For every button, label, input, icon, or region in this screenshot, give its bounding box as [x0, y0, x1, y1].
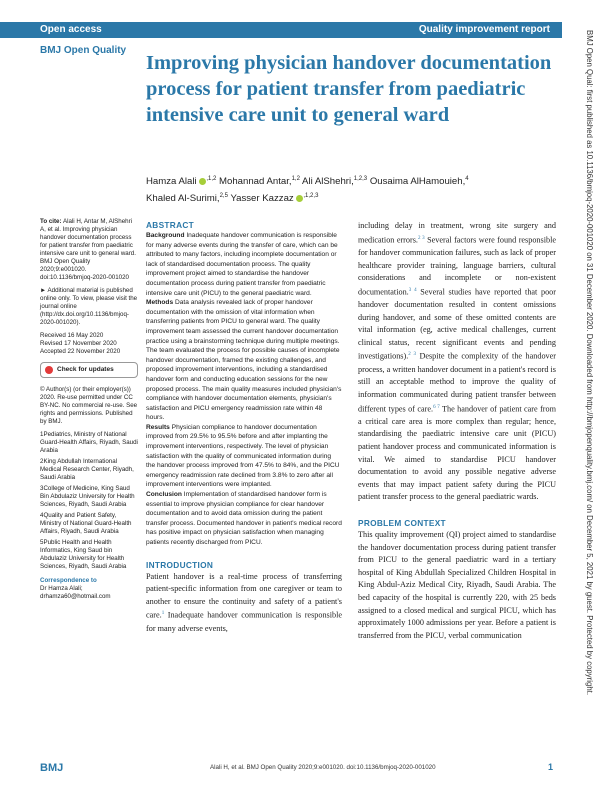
body-text: Several factors were found responsible for handover communication failures, such as lack of proper healthcare provider training, language barriers, cultural considerations and incomplete or non-existent documentation.	[358, 235, 556, 297]
accepted-date: Accepted 22 November 2020	[40, 348, 121, 355]
author-line-1	[146, 172, 556, 189]
author-name[interactable]: Ali AlShehri,	[302, 176, 354, 188]
abstract-background: Inadequate handover communication is responsible for many adverse events during the transfer of care, which can be attributed to many factors, including incomplete documentation or lack of standardised documentation process. The quality improvement project aimed to standardise the handover documentation process during patient transfer from paediatric intensive care unit (PICU) to the general paediatric ward.	[146, 232, 338, 297]
correspondence-heading: Correspondence to	[40, 577, 97, 584]
received-date: Received 16 May 2020	[40, 332, 104, 339]
affiliation-item: 1Pediatrics, Ministry of National Guard-Health Affairs, Riyadh, Saudi Arabia	[40, 431, 138, 454]
reference-link[interactable]: 2 3	[408, 352, 416, 358]
journal-name[interactable]: BMJ Open Quality	[40, 45, 127, 56]
crossmark-icon	[45, 366, 53, 374]
intro-text: Patient handover is a real-time process of transferring patient-specific information from one caregiver or team to another to ensure the continuity and safety of a patient's care.	[146, 571, 342, 621]
header-bar	[0, 22, 562, 38]
check-for-updates-button[interactable]	[40, 362, 138, 378]
right-column	[358, 220, 556, 642]
body-text: Despite the complexity of the handover process, a written handover document in a patient's record is still an acceptable method to improve the quality of information communicated during patient transfer between different types of care.	[358, 352, 556, 414]
affiliation-item: 3College of Medicine, King Saud Bin Abdulaziz University for Health Sciences, Riyadh, Saudi Arabia	[40, 485, 135, 508]
reference-link[interactable]: 1	[161, 611, 165, 617]
article-title: Improving physician handover documentation process for patient transfer from paediatric intensive care unit to general ward	[146, 52, 552, 126]
body-text: The handover of patient care from a critical care area is more complex than regular; hence, standardising the paediatric intensive care unit (PICU) patient handover process and communicated information is vital. We aimed to standardise PICU handover documentation to avoid any possible negative adverse events that may impact patient safety during the PICU patient transfer process to the general paediatric wards.	[358, 404, 556, 502]
additional-material[interactable]: ► Additional material is published online only. To view, please visit the journal online (http://dx.doi.org/10.1136/bmjoq-2020-001020).	[40, 287, 138, 326]
affiliation-item: 5Public Health and Health Informatics, King Saud bin Abdulaziz University for Health Sciences, Riyadh, Saudi Arabia	[40, 539, 127, 570]
affiliation-list	[40, 431, 138, 571]
author-affil-ref: 1,2,3	[353, 176, 368, 182]
affiliation-item: 2King Abdullah International Medical Research Center, Riyadh, Saudi Arabia	[40, 458, 134, 481]
author-name[interactable]: Khaled Al-Surimi,	[146, 193, 220, 205]
revised-date: Revised 17 November 2020	[40, 340, 117, 347]
footer-citation: Alali H, et al. BMJ Open Quality 2020;9:e001020. doi:10.1136/bmjoq-2020-001020	[210, 764, 436, 771]
intro-continued	[358, 220, 556, 504]
abstract-body	[146, 231, 342, 548]
abstract-label: Methods	[146, 299, 174, 307]
cite-label: To cite:	[40, 218, 62, 225]
author-affil-ref: 2,5	[219, 193, 228, 200]
abstract-conclusion: Implementation of standardised handover form is essential to improve physician compliance for clear handover documentation and to avoid data omission during the patient transfer process. Documented handover in patient's medical record has positive impact on physician satisfaction when managing patients recently discharged from PICU.	[146, 491, 342, 546]
cite-text: Alali H, Antar M, AlShehri A, et al. Improving physician handover documentation process for patient transfer from paediatric intensive care unit to general ward. BMJ Open Quality 2020;9:e001020. doi:10.1136/bmjoq-2020-001020	[40, 218, 136, 281]
introduction-heading: INTRODUCTION	[146, 559, 214, 570]
author-list	[146, 172, 556, 206]
page-number: 1	[548, 762, 554, 772]
left-column	[146, 220, 342, 635]
open-access-label: Open access	[40, 24, 102, 35]
copyright-text: © Author(s) (or their employer(s)) 2020. Re-use permitted under CC BY-NC. No commercial re-use. See rights and permissions. Published by BMJ.	[40, 386, 138, 425]
article-sidebar	[40, 218, 138, 601]
problem-context-body	[358, 529, 556, 642]
reference-link[interactable]: 6 7	[433, 404, 440, 410]
correspondence-email[interactable]: drhamza60@hotmail.com	[40, 593, 111, 600]
article-type-label: Quality improvement report	[418, 24, 550, 35]
correspondence-name: Dr Hamza Alali;	[40, 585, 83, 592]
author-name[interactable]: Ousaima AlHamouieh,	[369, 176, 466, 188]
abstract-label: Results	[146, 423, 170, 431]
author-name[interactable]: Yasser Kazzaz	[230, 193, 294, 205]
abstract-heading: ABSTRACT	[146, 220, 195, 230]
author-affil-ref: 1,2	[291, 176, 300, 182]
abstract-results: Physician compliance to handover documentation improved from 29.5% to 95.5% before and after implanting the improvement interventions, respectively. The level of physician satisfaction with the quality of communicated information during the handover process improved from 47.5% to 84%, and the PICU emergency readmission rate declined from 3.8% to zero after all improvement interventions were implanted.	[146, 423, 340, 489]
author-affil-ref: 4	[465, 176, 469, 182]
abstract-label: Background	[146, 232, 185, 239]
author-name[interactable]: Mohannad Antar,	[219, 176, 292, 188]
reference-link[interactable]: 3 4	[408, 287, 417, 293]
problem-context-heading: PROBLEM CONTEXT	[358, 518, 446, 528]
abstract-methods: Data analysis revealed lack of proper handover documentation with the omission of vital information when transferring patients from PICU to general ward. The quality improvement team assessed the current handover documentation practice using a brainstorming technique during multiple meetings. The team evaluated the process for possible causes of incomplete handover documentation, framed the existing challenges, and proposed improvement interventions, including a standardised handover form and conducting education sessions for the new proposed process. The main quality measures included physician's compliance with handover documentation elements, physician's satisfaction and PICU emergency readmission rate within 48 hours.	[146, 299, 342, 422]
introduction-body	[146, 571, 342, 636]
author-affil-ref: ,1,2,3	[303, 193, 319, 200]
affiliation-item: 4Quality and Patient Safety, Ministry of National Guard-Health Affairs, Riyadh, Saudi Arabia	[40, 512, 132, 535]
body-text: including delay in treatment, wrong site surgery and medication errors.	[358, 221, 556, 245]
author-name[interactable]: Hamza Alali	[146, 176, 197, 188]
body-text: Several studies have reported that poor handover documentation resulted in content omissions during handover, and some of these omitted contents are vital information (eg, active medical challenges, current clinical status, recent significant events and pending investigations).	[358, 287, 557, 362]
abstract-label: Conclusion	[146, 491, 182, 499]
bmj-logo: BMJ	[40, 762, 64, 774]
page-footer	[0, 762, 595, 782]
dates-block	[40, 332, 138, 356]
reference-link[interactable]: 2 3	[417, 235, 425, 241]
check-updates-label: Check for updates	[57, 366, 114, 373]
side-rail	[580, 30, 594, 790]
body-text: This quality improvement (QI) project aimed to standardise the handover documentation process during patient transfer from PICU to the general paediatric ward in a tertiary hospital of King Abdullah Specialized Children Hospital in King Abdul-Aziz Medical City, Riyadh, Saudi Arabia. The bed capacity of the hospital is currently 220, with 25 beds assigned to a closed medical and surgical PICU, which has approximately 1000 admissions per year. Before a patient is transferred from the PICU, verbal communication	[358, 530, 556, 640]
author-affil-ref: ,1,2	[206, 176, 217, 182]
intro-text: Inadequate handover communication is responsible for many adverse events,	[146, 611, 342, 633]
author-line-2	[146, 189, 556, 206]
cite-block	[40, 218, 138, 282]
download-notice[interactable]: BMJ Open Qual: first published as 10.1136/bmjoq-2020-001020 on 31 December 2020. Downloaded from http://bmjopenquality.bmj.com/ on December 5, 2021 by guest. Protected by copyright.	[585, 30, 594, 695]
